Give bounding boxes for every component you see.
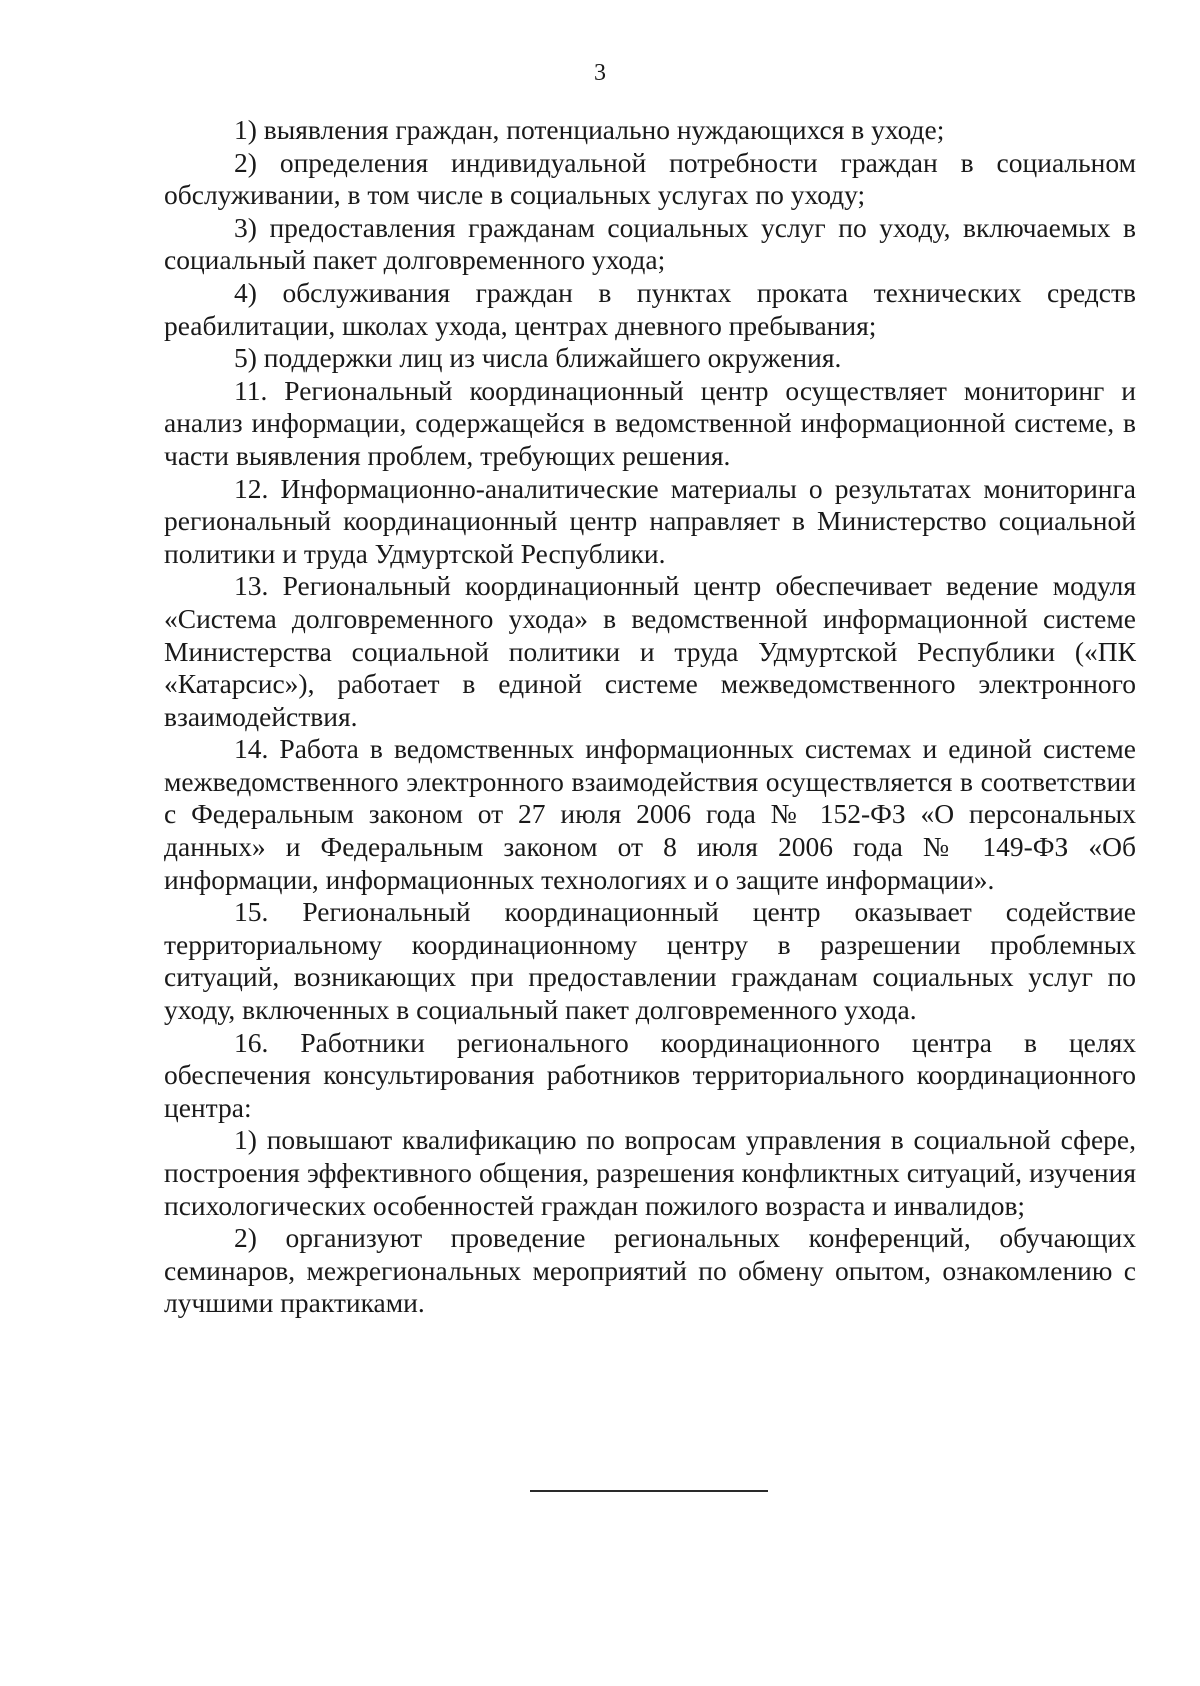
paragraph-item-2-needs-assessment: 2) определения индивидуальной потребности граждан в социальном обслуживании, в том числе в социальных услугах по уходу;	[164, 146, 1136, 211]
page-number: 3	[594, 60, 606, 86]
document-end-divider	[530, 1490, 768, 1492]
paragraph-clause-14: 14. Работа в ведомственных информационных системах и единой системе межведомственного электронного взаимодействия осуществляется в соответствии с Федеральным законом от 27 июля 2006 года № 152-ФЗ «О персональных данных» и Федеральным законом от 8 июля 2006 года № 149-ФЗ «Об информации, информационных технологиях и о защите информации».	[164, 733, 1136, 895]
paragraph-clause-16: 16. Работники регионального координационного центра в целях обеспечения консультирования работников территориального координационного центра:	[164, 1026, 1136, 1123]
paragraph-clause-16-item-1: 1) повышают квалификацию по вопросам управления в социальной сфере, построения эффективного общения, разрешения конфликтных ситуаций, изучения психологических особенностей граждан пожилого возраста и инвалидов;	[164, 1124, 1136, 1221]
document-body	[164, 114, 1136, 1320]
paragraph-clause-15: 15. Региональный координационный центр оказывает содействие территориальному координационному центру в разрешении проблемных ситуаций, возникающих при предоставлении гражданам социальных услуг по уходу, включенных в социальный пакет долговременного ухода.	[164, 896, 1136, 1026]
paragraph-item-1-identification: 1) выявления граждан, потенциально нуждающихся в уходе;	[234, 114, 945, 145]
paragraph-item-3-care-services: 3) предоставления гражданам социальных услуг по уходу, включаемых в социальный пакет долговременного ухода;	[164, 211, 1136, 276]
paragraph-item-4-rental-points: 4) обслуживания граждан в пунктах проката технических средств реабилитации, школах ухода, центрах дневного пребывания;	[164, 276, 1136, 341]
paragraph-clause-11: 11. Региональный координационный центр осуществляет мониторинг и анализ информации, содержащейся в ведомственной информационной системе, в части выявления проблем, требующих решения.	[164, 374, 1136, 471]
paragraph-clause-12: 12. Информационно-аналитические материалы о результатах мониторинга региональный координационный центр направляет в Министерство социальной политики и труда Удмуртской Республики.	[164, 472, 1136, 569]
paragraph-clause-13: 13. Региональный координационный центр обеспечивает ведение модуля «Система долговременного ухода» в ведомственной информационной системе Министерства социальной политики и труда Удмуртской Республики («ПК «Катарсис»), работает в единой системе межведомственного электронного взаимодействия.	[164, 570, 1136, 732]
paragraph-clause-16-item-2: 2) организуют проведение региональных конференций, обучающих семинаров, межрегиональных мероприятий по обмену опытом, ознакомлению с лучшими практиками.	[164, 1222, 1136, 1319]
paragraph-item-5-close-circle-support: 5) поддержки лиц из числа ближайшего окружения.	[234, 342, 842, 374]
